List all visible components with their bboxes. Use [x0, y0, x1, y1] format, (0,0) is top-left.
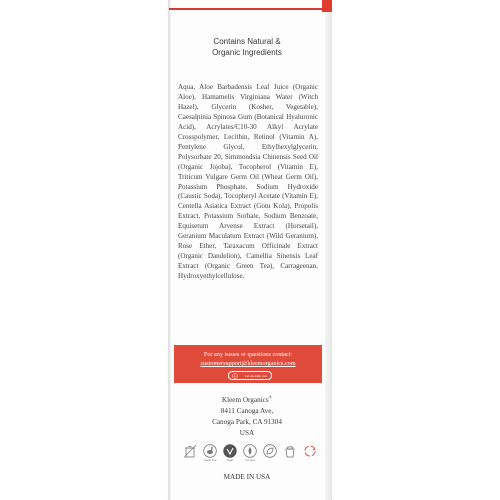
heading-line-1: Contains Natural & [213, 37, 281, 46]
ingredient-list: Aqua, Aloe Barbadensis Leaf Juice (Organic Aloe), Hamamelis Virginiana Water (Witch Hazel), Glycerin (Kosher, Vegetable), Caesalpinia Spinosa Gum (Botanical Hyaluronic Acid), Acrylates/C10-30 Alkyl Acrylate Crosspolymer, Lecithin, Retinol (Vitamin A), Pentylene Glycol, Ethylhexylglycerin, Polysorbate 20, Simmondsia Chinensis Seed Oil (Organic Jojoba), Tocopherol (Vitamin E), Triticum Vulgare Germ Oil (Wheat Germ Oil), Potassium Phosphate, Sodium Hydroxide (Caustic Soda), Tocopheryl Acetate (Vitamin E), Centella Asiatica Extract (Gotu Kola), Propolis Extract, Potassium Sorbate, Sodium Benzoate, Equisetum Arvense Extract (Horsetail), Geranium Maculatum Extract (Wild Geranium), Rose Ether, Taraxacum Officinale Extract (Organic Dandelion), Camellia Sinensis Leaf Extract (Organic Green Tea), Carrageenan, Hydroxyethylcellulose. [178, 83, 318, 281]
company-name [169, 395, 325, 406]
vegan-label: vegan [226, 459, 234, 462]
certification-icons [183, 444, 317, 466]
street-address: 8411 Canoga Ave, [220, 407, 274, 415]
non-gmo-icon [243, 444, 257, 458]
smiley-icon [232, 373, 238, 379]
made-in-usa: MADE IN USA [223, 473, 271, 481]
carton-right-fold [325, 0, 332, 500]
contact-prompt: For any issues or questions contact: [203, 351, 293, 358]
company-address [169, 395, 325, 439]
top-red-rule [169, 8, 329, 10]
red-corner-tab [322, 0, 332, 12]
help-label: Let me help you [244, 374, 267, 378]
leaping-bunny-icon [203, 444, 217, 458]
registered-mark: ® [268, 394, 273, 400]
heading-line-2: Organic Ingredients [212, 48, 282, 57]
non-gmo-label: non gmo [244, 459, 256, 462]
eco-leaf-icon [263, 444, 277, 458]
period-after-opening-icon [283, 444, 297, 458]
company-name-text: Kleem Organics [221, 396, 269, 404]
vegan-icon [223, 444, 237, 458]
ingredients-heading [169, 36, 325, 58]
recycle-arrows-icon [303, 444, 317, 458]
contact-band [174, 345, 322, 383]
cruelty-free-label: cruelty free [203, 459, 217, 462]
support-email-link[interactable]: customersupport@kleemorganics.com [200, 360, 296, 367]
help-badge [228, 371, 272, 380]
recycle-bin-icon [183, 444, 197, 458]
city-address: Canoga Park, CA 91304 [212, 418, 282, 426]
country: USA [239, 429, 255, 437]
